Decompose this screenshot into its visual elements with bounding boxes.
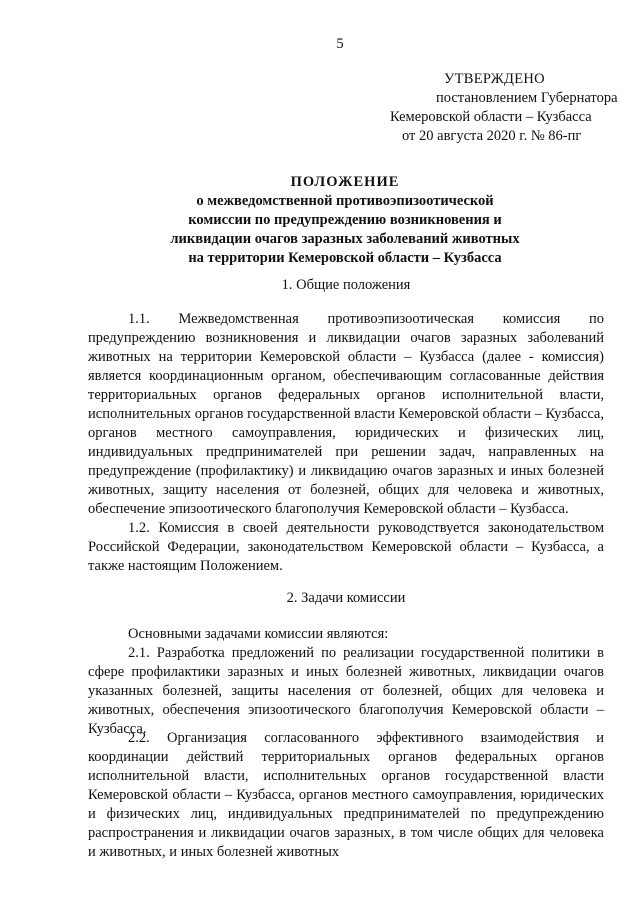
approval-line-1: постановлением Губернатора (436, 90, 618, 106)
approval-line-3: от 20 августа 2020 г. № 86-пг (402, 128, 582, 144)
document-subtitle-line-3: ликвидации очагов заразных заболеваний животных (170, 231, 520, 247)
section-1-heading: 1. Общие положения (281, 277, 411, 293)
document-heading (150, 173, 540, 268)
document-subtitle-line-2: комиссии по предупреждению возникновения и (188, 212, 502, 228)
document-subtitle-line-4: на территории Кемеровской области – Кузбасса (188, 250, 502, 266)
document-title: ПОЛОЖЕНИЕ (290, 174, 400, 190)
section-2-intro: Основными задачами комиссии являются: (128, 626, 389, 642)
paragraph-1-2: 1.2. Комиссия в своей деятельности руководствуется законодательством Российской Федерации, законодательством Кемеровской области – Кузбасса, а также настоящим Положением. (88, 520, 604, 574)
approval-title: УТВЕРЖДЕНО (444, 71, 545, 87)
document-subtitle-line-1: о межведомственной противоэпизоотической (196, 193, 494, 209)
section-2-heading: 2. Задачи комиссии (286, 590, 406, 606)
approval-line-2: Кемеровской области – Кузбасса (390, 109, 592, 125)
paragraph-2-1: 2.1. Разработка предложений по реализации государственной политики в сфере профилактики заразных и иных болезней животных, ликвидации очагов указанных болезней, защиты населения от болезней, общих для человека и животных, обеспечения эпизоотического благополучия Кемеровской области – Кузбасса. (88, 645, 604, 737)
page-number: 5 (336, 36, 344, 52)
paragraph-2-2: 2.2. Организация согласованного эффективного взаимодействия и координации действий территориальных органов федеральных органов исполнительной власти, исполнительных органов государственной власти Кемеровской области – Кузбасса, органов местного самоуправления, юридических и физических лиц, индивидуальных предпринимателей по предупреждению распространения и ликвидации очагов заразных, в том числе общих для человека и животных, и иных болезней животных (88, 730, 604, 860)
paragraph-1-1: 1.1. Межведомственная противоэпизоотическая комиссия по предупреждению возникновения и ликвидации очагов заразных заболеваний животных на территории Кемеровской области – Кузбасса (далее - комиссия) является координационным органом, обеспечивающим согласованные действия территориальных органов федеральных органов исполнительной власти, исполнительных органов государственной власти Кемеровской области – Кузбасса, органов местного самоуправления, юридических и физических лиц, индивидуальных предпринимателей при решении задач, направленных на предупреждение (профилактику) и ликвидацию очагов заразных и иных болезней животных, защиту населения от болезней, общих для человека и животных, обеспечение эпизоотического благополучия Кемеровской области – Кузбасса. (88, 311, 604, 517)
